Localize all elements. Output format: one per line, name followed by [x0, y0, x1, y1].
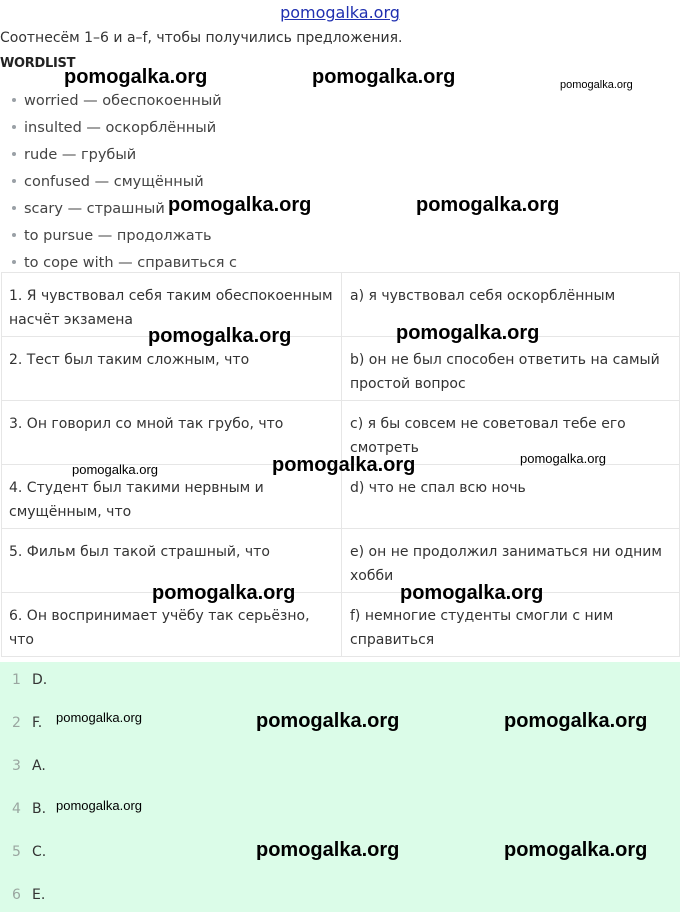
- answer-row: [12, 756, 46, 776]
- watermark: pomogalka.org: [64, 66, 208, 88]
- answer-value: F.: [32, 715, 43, 731]
- wordlist: [12, 90, 237, 279]
- bullet-icon: [12, 206, 16, 210]
- sentence-end-cell: e) он не продолжил заниматься ни одним хобби: [342, 529, 680, 593]
- answer-number: 2: [12, 715, 21, 731]
- watermark: pomogalka.org: [312, 66, 456, 88]
- table-row: [2, 273, 680, 337]
- bullet-icon: [12, 98, 16, 102]
- task-instruction: Соотнесём 1–6 и a–f, чтобы получились предложения.: [0, 30, 403, 46]
- answer-number: 1: [12, 672, 21, 688]
- site-logo-link[interactable]: pomogalka.org: [280, 3, 400, 22]
- sentence-end-cell: b) он не был способен ответить на самый простой вопрос: [342, 337, 680, 401]
- table-row: [2, 337, 680, 401]
- watermark: pomogalka.org: [504, 839, 648, 861]
- watermark: pomogalka.org: [504, 710, 648, 732]
- answer-row: [12, 713, 42, 733]
- answer-value: B.: [32, 801, 47, 817]
- sentence-start-cell: 4. Студент был такими нервным и смущённым, что: [2, 465, 342, 529]
- sentence-end-cell: f) немногие студенты смогли с ним справиться: [342, 593, 680, 657]
- answers-panel: [0, 662, 680, 912]
- watermark: pomogalka.org: [416, 194, 560, 216]
- bullet-icon: [12, 179, 16, 183]
- wordlist-item: scary — страшный: [12, 198, 237, 225]
- answer-value: A.: [32, 758, 46, 774]
- sentence-end-cell: c) я бы совсем не советовал тебе его смотреть: [342, 401, 680, 465]
- watermark: pomogalka.org: [396, 322, 540, 344]
- wordlist-item: insulted — оскорблённый: [12, 117, 237, 144]
- watermark: pomogalka.org: [520, 451, 606, 466]
- bullet-icon: [12, 152, 16, 156]
- watermark: pomogalka.org: [256, 839, 400, 861]
- answer-row: [12, 670, 47, 690]
- sentence-end-cell: d) что не спал всю ночь: [342, 465, 680, 529]
- wordlist-item: to cope with — справиться с: [12, 252, 237, 279]
- watermark: pomogalka.org: [72, 462, 158, 477]
- answer-number: 6: [12, 887, 21, 903]
- bullet-icon: [12, 125, 16, 129]
- watermark: pomogalka.org: [56, 798, 142, 813]
- answer-row: [12, 842, 46, 862]
- sentence-start-cell: 3. Он говорил со мной так грубо, что: [2, 401, 342, 465]
- answer-row: [12, 799, 46, 819]
- answer-row: [12, 885, 45, 905]
- sentence-start-cell: 1. Я чувствовал себя таким обеспокоенным насчёт экзамена: [2, 273, 342, 337]
- bullet-icon: [12, 233, 16, 237]
- watermark: pomogalka.org: [560, 79, 633, 91]
- watermark: pomogalka.org: [400, 582, 544, 604]
- sentence-start-cell: 5. Фильм был такой страшный, что: [2, 529, 342, 593]
- wordlist-item: rude — грубый: [12, 144, 237, 171]
- sentence-start-cell: 2. Тест был таким сложным, что: [2, 337, 342, 401]
- watermark: pomogalka.org: [168, 194, 312, 216]
- answer-number: 5: [12, 844, 21, 860]
- watermark: pomogalka.org: [272, 454, 416, 476]
- answer-value: C.: [32, 844, 47, 860]
- wordlist-heading: WORDLIST: [0, 56, 76, 71]
- wordlist-item: to pursue — продолжать: [12, 225, 237, 252]
- answer-number: 3: [12, 758, 21, 774]
- bullet-icon: [12, 260, 16, 264]
- watermark: pomogalka.org: [152, 582, 296, 604]
- answer-value: D.: [32, 672, 48, 688]
- wordlist-item: confused — смущённый: [12, 171, 237, 198]
- answer-number: 4: [12, 801, 21, 817]
- watermark: pomogalka.org: [148, 325, 292, 347]
- wordlist-item: worried — обеспокоенный: [12, 90, 237, 117]
- sentence-start-cell: 6. Он воспринимает учёбу так серьёзно, что: [2, 593, 342, 657]
- watermark: pomogalka.org: [256, 710, 400, 732]
- watermark: pomogalka.org: [56, 710, 142, 725]
- sentence-end-cell: a) я чувствовал себя оскорблённым: [342, 273, 680, 337]
- table-row: [2, 593, 680, 657]
- table-row: [2, 529, 680, 593]
- answer-value: E.: [32, 887, 46, 903]
